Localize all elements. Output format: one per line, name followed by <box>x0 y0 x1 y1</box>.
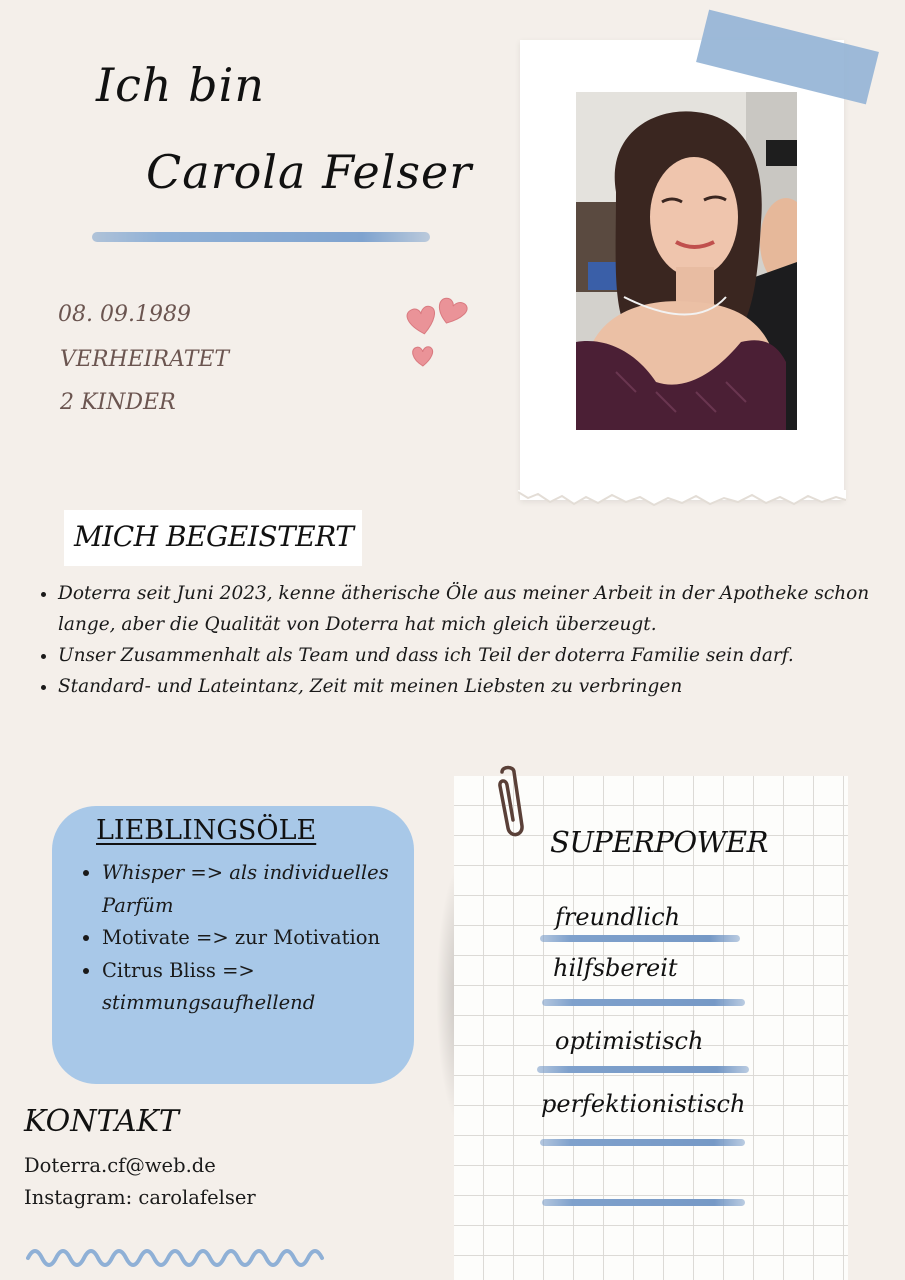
list-item: • Whisper => als individuelles Parfüm <box>102 857 422 922</box>
children-count: 2 KINDER <box>60 390 176 415</box>
title-line-1: Ich bin <box>96 58 265 112</box>
lieblingsoele-list <box>84 857 422 1020</box>
marital-status: VERHEIRATET <box>60 347 230 372</box>
contact-email: Doterra.cf@web.de <box>24 1154 216 1177</box>
list-item: • Motivate => zur Motivation <box>102 922 422 955</box>
mich-begeistert-title: MICH BEGEISTERT <box>74 520 354 553</box>
trait-hilfsbereit: hilfsbereit <box>553 954 678 982</box>
list-item: • Doterra seit Juni 2023, kenne ätherische Öle aus meiner Arbeit in der Apotheke schon lange, aber die Qualität von Doterra hat mich gleich überzeugt. <box>58 578 888 640</box>
trait-underline <box>540 935 740 942</box>
trait-perfektionistisch: perfektionistisch <box>541 1090 746 1118</box>
contact-instagram: Instagram: carolafelser <box>24 1186 256 1209</box>
list-item-text: Citrus Bliss => <box>102 958 255 982</box>
torn-paper-edge <box>518 490 846 510</box>
list-item-text-cont: stimmungsaufhellend <box>102 991 316 1014</box>
portrait-illustration <box>576 92 797 430</box>
list-item: • Unser Zusammenhalt als Team und dass ich Teil der doterra Familie sein darf. <box>58 640 888 671</box>
trait-underline <box>542 999 745 1006</box>
list-item <box>102 955 422 1020</box>
wavy-line-decoration <box>26 1240 326 1270</box>
trait-freundlich: freundlich <box>555 903 681 931</box>
superpower-title: SUPERPOWER <box>550 825 768 859</box>
list-item: • Standard- und Lateintanz, Zeit mit meinen Liebsten zu verbringen <box>58 671 888 702</box>
trait-underline <box>537 1066 749 1073</box>
title-line-2: Carola Felser <box>146 145 473 199</box>
trait-underline <box>542 1199 745 1206</box>
kontakt-title: KONTAKT <box>24 1104 179 1139</box>
mich-begeistert-list <box>40 578 888 702</box>
hearts-icon <box>400 290 480 372</box>
trait-optimistisch: optimistisch <box>555 1027 704 1055</box>
portrait-photo <box>576 92 797 430</box>
birthdate: 08. 09.1989 <box>58 302 191 327</box>
paperclip-icon <box>488 764 532 840</box>
title-underline-brush <box>92 232 430 242</box>
lieblingsoele-title: LIEBLINGSÖLE <box>96 815 317 846</box>
trait-underline <box>540 1139 745 1146</box>
